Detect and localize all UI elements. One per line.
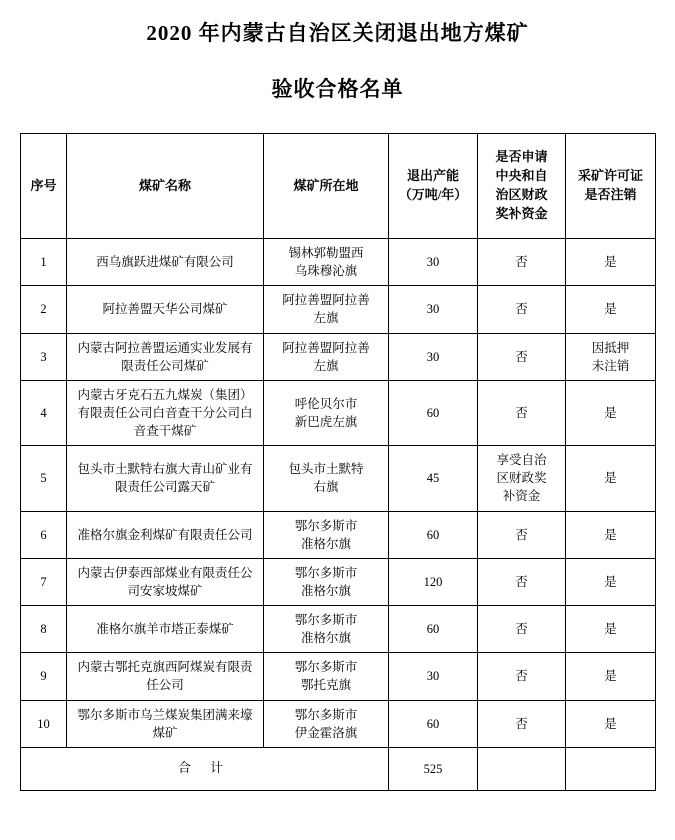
cell-name: 阿拉善盟天华公司煤矿 (67, 286, 264, 333)
cell-location-line1: 包头市土默特 (288, 462, 364, 477)
cell-license: 是 (566, 239, 656, 286)
cell-location-line1: 呼伦贝尔市 (294, 396, 358, 411)
cell-license (566, 333, 656, 380)
cell-name-line1: 包头市土默特右旗大青山矿业有 (77, 462, 253, 477)
table-row (21, 511, 656, 558)
cell-location-line1: 鄂尔多斯市 (294, 565, 358, 580)
cell-license: 是 (566, 286, 656, 333)
column-header-license-line1: 采矿许可证 (577, 168, 643, 184)
cell-name-line1: 鄂尔多斯市乌兰煤炭集团满来壕 (77, 707, 253, 722)
page-title: 2020 年内蒙古自治区关闭退出地方煤矿 (146, 21, 529, 45)
cell-location-line2: 左旗 (313, 358, 339, 373)
cell-location-line2: 左旗 (313, 311, 339, 326)
column-header-subsidy-line4: 奖补资金 (495, 205, 548, 221)
cell-index: 1 (21, 239, 67, 286)
cell-index: 4 (21, 380, 67, 445)
cell-capacity: 60 (389, 700, 478, 747)
column-header-name: 煤矿名称 (67, 134, 264, 239)
cell-capacity: 60 (389, 606, 478, 653)
cell-subsidy: 否 (478, 511, 566, 558)
cell-capacity: 120 (389, 558, 478, 605)
cell-location-line2: 伊金霍洛旗 (294, 725, 358, 740)
cell-license: 是 (566, 700, 656, 747)
cell-location-line2: 准格尔旗 (300, 536, 351, 551)
cell-name (67, 333, 264, 380)
cell-subsidy: 否 (478, 286, 566, 333)
cell-subsidy (478, 446, 566, 511)
cell-index: 7 (21, 558, 67, 605)
cell-location (264, 511, 389, 558)
cell-location-line2: 准格尔旗 (300, 583, 351, 598)
cell-license: 是 (566, 558, 656, 605)
cell-license: 是 (566, 446, 656, 511)
cell-subsidy: 否 (478, 333, 566, 380)
column-header-license (566, 134, 656, 239)
cell-name: 西乌旗跃进煤矿有限公司 (67, 239, 264, 286)
cell-subsidy-line3: 补资金 (502, 489, 541, 504)
cell-license: 是 (566, 653, 656, 700)
cell-location (264, 446, 389, 511)
cell-location (264, 239, 389, 286)
cell-location-line2: 新巴虎左旗 (294, 414, 358, 429)
cell-name (67, 653, 264, 700)
cell-location (264, 558, 389, 605)
cell-name: 准格尔旗羊市塔正泰煤矿 (67, 606, 264, 653)
cell-license: 是 (566, 380, 656, 445)
cell-name (67, 446, 264, 511)
cell-capacity: 45 (389, 446, 478, 511)
column-header-capacity-line1: 退出产能 (406, 168, 459, 184)
cell-name-line2: 限责任公司煤矿 (121, 358, 209, 373)
cell-index: 5 (21, 446, 67, 511)
table-row (21, 558, 656, 605)
cell-license-line1: 因抵押 (591, 340, 630, 355)
column-header-subsidy (478, 134, 566, 239)
cell-location-line2: 准格尔旗 (300, 631, 351, 646)
cell-license: 是 (566, 511, 656, 558)
cell-capacity: 30 (389, 239, 478, 286)
cell-location-line1: 鄂尔多斯市 (294, 660, 358, 675)
cell-index: 8 (21, 606, 67, 653)
cell-location-line2: 鄂托克旗 (300, 678, 351, 693)
column-header-location: 煤矿所在地 (264, 134, 389, 239)
cell-capacity: 30 (389, 286, 478, 333)
cell-location (264, 606, 389, 653)
cell-location-line1: 鄂尔多斯市 (294, 707, 358, 722)
cell-name-line1: 内蒙古牙克石五九煤炭（集团） (77, 387, 253, 402)
cell-subsidy: 否 (478, 558, 566, 605)
cell-location-line1: 鄂尔多斯市 (294, 518, 358, 533)
cell-name: 准格尔旗金利煤矿有限责任公司 (67, 511, 264, 558)
cell-name-line1: 内蒙古伊泰西部煤业有限责任公 (77, 565, 253, 580)
cell-name-line2: 有限责任公司白音查干分公司白 (77, 405, 253, 420)
total-capacity: 525 (389, 747, 478, 790)
cell-subsidy: 否 (478, 700, 566, 747)
cell-subsidy: 否 (478, 380, 566, 445)
table-row (21, 380, 656, 445)
cell-name-line1: 内蒙古鄂托克旗西阿煤炭有限责 (77, 660, 253, 675)
cell-name-line2: 任公司 (146, 678, 184, 693)
column-header-subsidy-line2: 中央和自 (495, 168, 548, 184)
table-body (21, 239, 656, 791)
column-header-capacity (389, 134, 478, 239)
cell-name (67, 700, 264, 747)
table-row (21, 606, 656, 653)
cell-name (67, 558, 264, 605)
table-row (21, 333, 656, 380)
cell-index: 9 (21, 653, 67, 700)
cell-location (264, 333, 389, 380)
cell-location (264, 653, 389, 700)
cell-subsidy: 否 (478, 606, 566, 653)
cell-name-line3: 音查干煤矿 (133, 424, 197, 438)
cell-capacity: 60 (389, 380, 478, 445)
cell-index: 10 (21, 700, 67, 747)
closed-mines-table (20, 133, 656, 791)
table-row (21, 653, 656, 700)
table-header (21, 134, 656, 239)
cell-capacity: 30 (389, 653, 478, 700)
cell-location (264, 380, 389, 445)
table-container (20, 105, 655, 791)
cell-name-line2: 煤矿 (152, 725, 178, 740)
cell-location-line1: 锡林郭勒盟西 (288, 246, 364, 260)
total-license (566, 747, 656, 790)
table-row (21, 239, 656, 286)
table-total-row (21, 747, 656, 790)
column-header-license-line2: 是否注销 (584, 187, 637, 202)
table-row (21, 286, 656, 333)
cell-name-line1: 内蒙古阿拉善盟运通实业发展有 (77, 340, 253, 355)
column-header-capacity-line2: （万吨/年） (398, 187, 468, 202)
column-header-index: 序号 (21, 134, 67, 239)
page-subtitle: 验收合格名单 (271, 76, 404, 101)
cell-index: 2 (21, 286, 67, 333)
cell-capacity: 30 (389, 333, 478, 380)
cell-name-line2: 司安家坡煤矿 (127, 583, 203, 598)
cell-location-line2: 右旗 (313, 480, 339, 495)
cell-name (67, 380, 264, 445)
cell-capacity: 60 (389, 511, 478, 558)
cell-subsidy: 否 (478, 239, 566, 286)
total-label: 合 计 (21, 747, 389, 790)
cell-location-line1: 阿拉善盟阿拉善 (282, 293, 370, 308)
cell-subsidy: 否 (478, 653, 566, 700)
cell-index: 6 (21, 511, 67, 558)
cell-location (264, 700, 389, 747)
cell-license-line2: 未注销 (591, 358, 630, 373)
cell-name-line2: 限责任公司露天矿 (114, 480, 215, 495)
total-subsidy (478, 747, 566, 790)
table-row (21, 700, 656, 747)
cell-subsidy-line1: 享受自治 (496, 453, 547, 468)
cell-location (264, 286, 389, 333)
column-header-subsidy-line1: 是否申请 (495, 149, 548, 165)
cell-license: 是 (566, 606, 656, 653)
cell-location-line2: 乌珠穆沁旗 (294, 264, 358, 279)
column-header-subsidy-line3: 治区财政 (495, 187, 548, 202)
cell-index: 3 (21, 333, 67, 380)
table-header-row (21, 134, 656, 239)
cell-subsidy-line2: 区财政奖 (496, 471, 547, 486)
cell-location-line1: 鄂尔多斯市 (294, 613, 358, 627)
table-row (21, 446, 656, 511)
cell-location-line1: 阿拉善盟阿拉善 (282, 340, 370, 355)
